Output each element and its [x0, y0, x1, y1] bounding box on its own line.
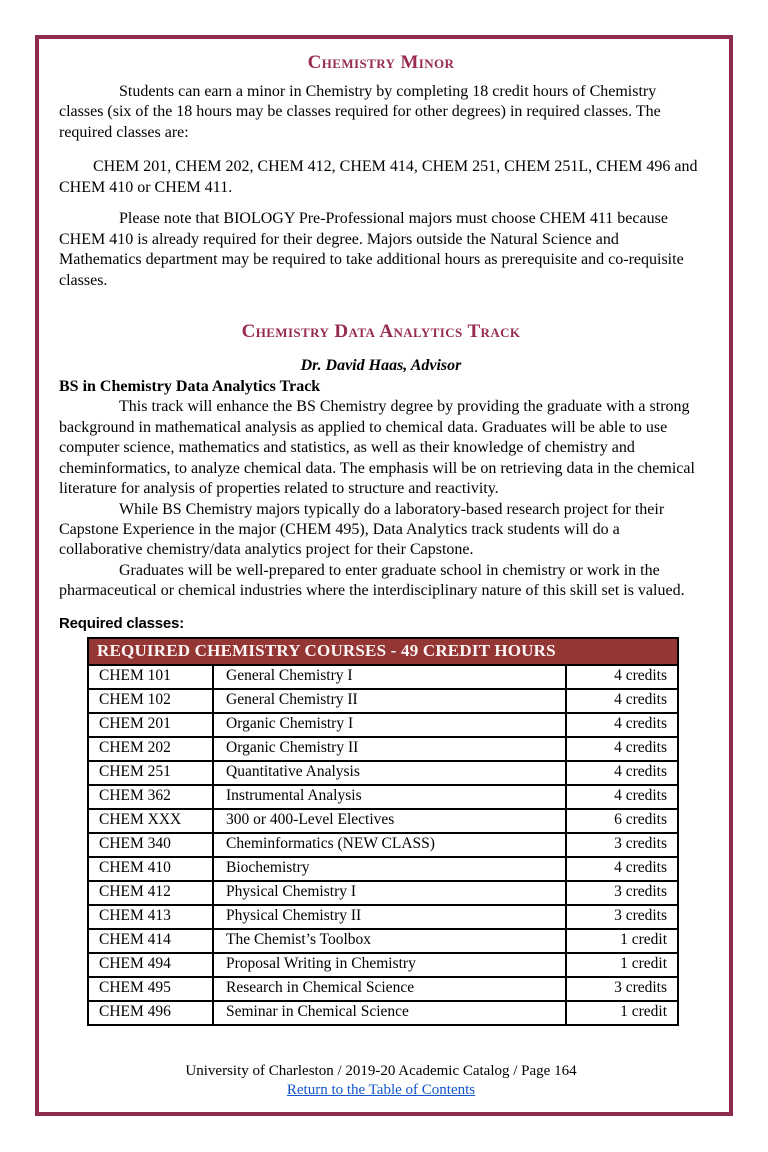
course-code-cell: CHEM 340	[88, 833, 213, 857]
course-name-cell: 300 or 400-Level Electives	[213, 809, 566, 833]
course-code-cell: CHEM 202	[88, 737, 213, 761]
table-row	[88, 1001, 678, 1025]
table-row	[88, 905, 678, 929]
advisor-line: Dr. David Haas, Advisor	[300, 357, 462, 375]
table-row	[88, 953, 678, 977]
course-credits-cell: 1 credit	[566, 929, 678, 953]
course-credits-cell: 3 credits	[566, 833, 678, 857]
track-paragraph-3: Graduates will be well-prepared to enter graduate school in chemistry or work in the pharmaceutical or chemical industries where the interdisciplinary nature of this skill set is valued.	[59, 561, 685, 600]
track-subtitle: BS in Chemistry Data Analytics Track	[59, 377, 321, 395]
table-row	[88, 929, 678, 953]
course-code-cell: CHEM 495	[88, 977, 213, 1001]
course-credits-cell: 4 credits	[566, 761, 678, 785]
table-row	[88, 977, 678, 1001]
course-code-cell: CHEM 412	[88, 881, 213, 905]
course-name-cell: Proposal Writing in Chemistry	[213, 953, 566, 977]
table-row	[88, 737, 678, 761]
minor-note-paragraph: Please note that BIOLOGY Pre-Professional majors must choose CHEM 411 because CHEM 410 is already required for their degree. Majors outside the Natural Science and Mathematics department may be required to take additional hours as prerequisite and co-requisite classes.	[59, 210, 684, 289]
course-name-cell: Instrumental Analysis	[213, 785, 566, 809]
course-code-cell: CHEM XXX	[88, 809, 213, 833]
course-name-cell: Organic Chemistry I	[213, 713, 566, 737]
track-paragraph-1: This track will enhance the BS Chemistry degree by providing the graduate with a strong background in mathematical analysis as applied to chemical data. Graduates will be able to use computer science, mathematics and statistics, as well as their knowledge of chemistry and cheminformatics, to analyze chemical data. The emphasis will be on retrieving data in the chemical literature for analysis of properties related to structure and reactivity.	[59, 398, 695, 498]
course-name-cell: Organic Chemistry II	[213, 737, 566, 761]
course-code-cell: CHEM 414	[88, 929, 213, 953]
course-credits-cell: 3 credits	[566, 977, 678, 1001]
course-code-cell: CHEM 494	[88, 953, 213, 977]
course-credits-cell: 1 credit	[566, 1001, 678, 1025]
course-code-cell: CHEM 413	[88, 905, 213, 929]
page-border	[35, 35, 733, 1116]
table-header-row	[88, 638, 678, 665]
course-code-cell: CHEM 410	[88, 857, 213, 881]
table-row	[88, 689, 678, 713]
table-header-title: REQUIRED CHEMISTRY COURSES - 49 CREDIT HOURS	[88, 638, 678, 665]
course-name-cell: Quantitative Analysis	[213, 761, 566, 785]
course-name-cell: General Chemistry I	[213, 665, 566, 689]
minor-intro-paragraph: Students can earn a minor in Chemistry by completing 18 credit hours of Chemistry classes (six of the 18 hours may be classes required for other degrees) in required classes. The required classes are:	[59, 83, 661, 141]
course-credits-cell: 6 credits	[566, 809, 678, 833]
course-credits-cell: 4 credits	[566, 785, 678, 809]
table-row	[88, 761, 678, 785]
table-row	[88, 857, 678, 881]
course-code-cell: CHEM 362	[88, 785, 213, 809]
course-code-cell: CHEM 102	[88, 689, 213, 713]
course-code-cell: CHEM 101	[88, 665, 213, 689]
course-credits-cell: 4 credits	[566, 665, 678, 689]
course-credits-cell: 3 credits	[566, 905, 678, 929]
table-row	[88, 809, 678, 833]
course-code-cell: CHEM 201	[88, 713, 213, 737]
course-credits-cell: 4 credits	[566, 689, 678, 713]
required-courses-table	[87, 637, 679, 1026]
course-credits-cell: 3 credits	[566, 881, 678, 905]
page-footer	[59, 1062, 703, 1101]
required-classes-label: Required classes:	[59, 614, 184, 632]
course-credits-cell: 1 credit	[566, 953, 678, 977]
course-name-cell: Cheminformatics (NEW CLASS)	[213, 833, 566, 857]
minor-required-course-list: CHEM 201, CHEM 202, CHEM 412, CHEM 414, CHEM 251, CHEM 251L, CHEM 496 and CHEM 410 or CHEM 411.	[59, 158, 698, 196]
table-row	[88, 833, 678, 857]
course-name-cell: The Chemist’s Toolbox	[213, 929, 566, 953]
course-credits-cell: 4 credits	[566, 737, 678, 761]
footer-catalog-line: University of Charleston / 2019-20 Academic Catalog / Page 164	[185, 1062, 577, 1079]
course-name-cell: Research in Chemical Science	[213, 977, 566, 1001]
table-row	[88, 713, 678, 737]
course-name-cell: Biochemistry	[213, 857, 566, 881]
course-name-cell: Physical Chemistry I	[213, 881, 566, 905]
course-name-cell: Seminar in Chemical Science	[213, 1001, 566, 1025]
course-credits-cell: 4 credits	[566, 857, 678, 881]
course-name-cell: Physical Chemistry II	[213, 905, 566, 929]
table-row	[88, 785, 678, 809]
table-row	[88, 881, 678, 905]
section-title-chemistry-minor: Chemistry Minor	[307, 52, 455, 73]
course-code-cell: CHEM 251	[88, 761, 213, 785]
table-row	[88, 665, 678, 689]
course-credits-cell: 4 credits	[566, 713, 678, 737]
section-title-data-analytics-track: Chemistry Data Analytics Track	[241, 321, 521, 343]
return-to-toc-link[interactable]: Return to the Table of Contents	[286, 1082, 476, 1099]
track-paragraph-2: While BS Chemistry majors typically do a laboratory-based research project for their Capstone Experience in the major (CHEM 495), Data Analytics track students will do a collaborative chemistry/data analytics project for their Capstone.	[59, 500, 665, 559]
course-name-cell: General Chemistry II	[213, 689, 566, 713]
course-code-cell: CHEM 496	[88, 1001, 213, 1025]
